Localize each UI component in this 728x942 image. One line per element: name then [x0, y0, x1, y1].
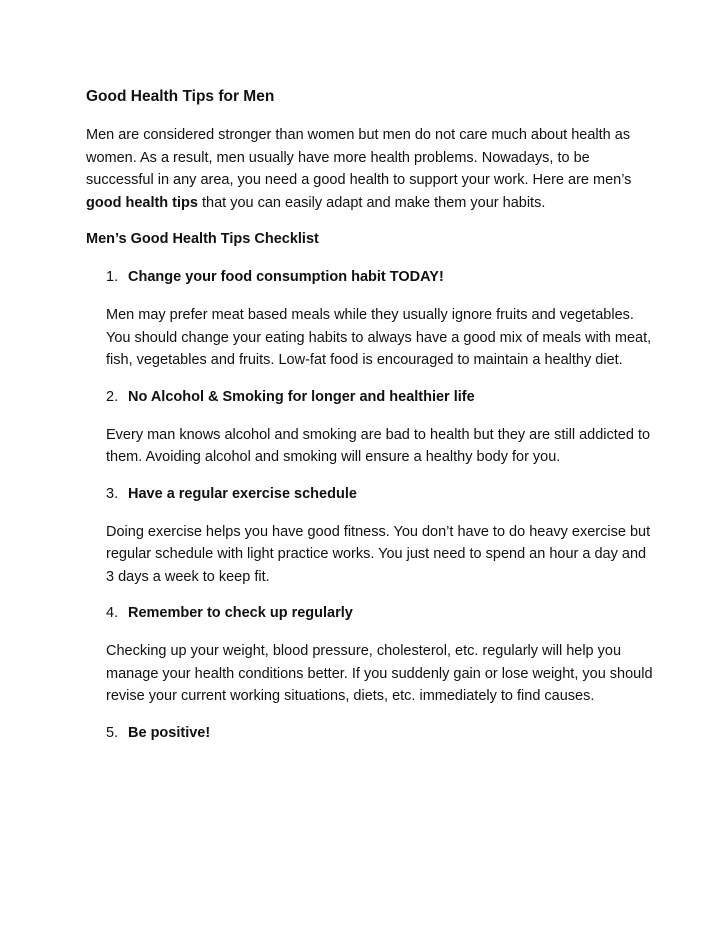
tip-body: Every man knows alcohol and smoking are bad to health but they are still addicted to them. Avoiding alcohol and smoking will ensure a healthy body for you.: [106, 426, 651, 465]
tip-title: Have a regular exercise schedule: [128, 485, 357, 502]
tip-number: 3.: [106, 485, 119, 502]
tip-item-2: [106, 386, 656, 469]
checklist-heading: Men’s Good Health Tips Checklist: [86, 231, 319, 247]
intro-text-end: that you can easily adapt and make them your habits.: [197, 194, 546, 211]
tip-item-5: [106, 722, 656, 744]
tip-heading: [106, 483, 656, 505]
tip-title: Be positive!: [128, 724, 211, 741]
tip-number: 1.: [106, 269, 119, 285]
tip-body: Doing exercise helps you have good fitness. You don’t have to do heavy exercise but regular schedule with light practice works. You just need to spend an hour a day and 3 days a week to keep fit.: [106, 523, 651, 585]
intro-paragraph: [86, 124, 656, 214]
tip-heading: [106, 386, 656, 408]
tip-title: Change your food consumption habit TODAY!: [128, 269, 444, 285]
tip-item-3: [106, 483, 656, 589]
intro-bold-phrase: good health tips: [86, 194, 198, 211]
tip-item-1: [106, 266, 656, 372]
tip-heading: [106, 266, 656, 288]
intro-text-start: Men are considered stronger than women but men do not care much about health as women. As a result, men usually have more health problems. Nowadays, to be successful in any area, you need a good health to support your work. Here are men’s: [86, 127, 632, 188]
tip-item-4: [106, 602, 656, 708]
tip-heading: [106, 602, 656, 624]
tip-heading: [106, 722, 656, 744]
document-content: [86, 86, 656, 760]
tip-title: No Alcohol & Smoking for longer and healthier life: [128, 388, 475, 405]
tip-title: Remember to check up regularly: [128, 605, 353, 621]
tip-body: Checking up your weight, blood pressure, cholesterol, etc. regularly will help you manage your health conditions better. If you suddenly gain or lose weight, you should revise your current working situations, diets, etc. immediately to find causes.: [106, 643, 653, 704]
page-title: Good Health Tips for Men: [86, 88, 275, 105]
tip-number: 5.: [106, 724, 119, 741]
tip-number: 4.: [106, 605, 119, 621]
tip-number: 2.: [106, 388, 119, 405]
tip-body: Men may prefer meat based meals while they usually ignore fruits and vegetables. You should change your eating habits to always have a good mix of meals with meat, fish, vegetables and fruits. Low-fat food is encouraged to maintain a healthy diet.: [106, 307, 652, 368]
